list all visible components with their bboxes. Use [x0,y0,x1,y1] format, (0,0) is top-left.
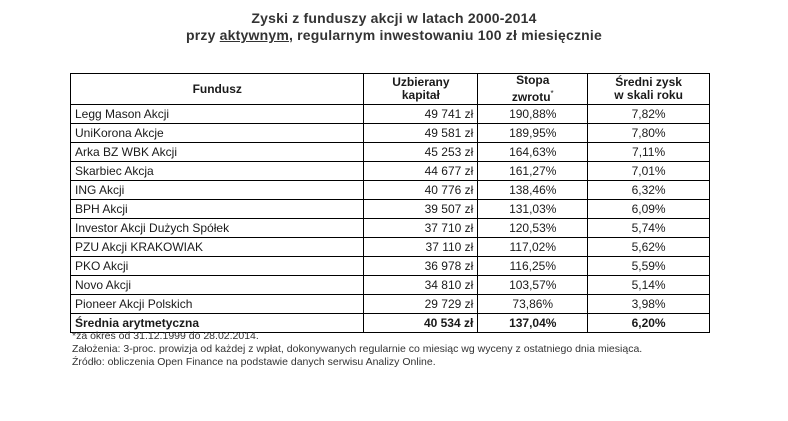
header-capital [364,74,478,105]
footnote-mark: * [550,89,554,98]
annual-return-cell: 5,59% [588,257,710,276]
table-row [71,162,710,181]
note-source: Źródło: obliczenia Open Finance na podstawie danych serwisu Analizy Online. [72,356,436,368]
fund-name-cell: Średnia arytmetyczna [71,314,364,333]
annual-return-cell: 7,80% [588,124,710,143]
fund-name-cell: Pioneer Akcji Polskich [71,295,364,314]
fund-name-cell: UniKorona Akcje [71,124,364,143]
annual-return-cell: 5,14% [588,276,710,295]
annual-return-cell: 7,82% [588,105,710,124]
capital-cell: 49 741 zł [364,105,478,124]
table-row [71,181,710,200]
title-suffix: , regularnym inwestowaniu 100 zł miesięcznie [288,27,602,43]
note-assumptions: Założenia: 3-proc. prowizja od każdej z wpłat, dokonywanych regularnie co miesiąc wg wyceny z ostatniego dnia miesiąca. [72,343,643,355]
fund-name-cell: Novo Akcji [71,276,364,295]
table-row [71,200,710,219]
title-emphasis: aktywnym [219,27,289,43]
capital-cell: 37 710 zł [364,219,478,238]
table-row [71,238,710,257]
header-return-l2: zwrotu [511,90,551,104]
title-line-2 [0,27,788,44]
capital-cell: 29 729 zł [364,295,478,314]
annual-return-cell: 6,09% [588,200,710,219]
capital-cell: 40 534 zł [364,314,478,333]
fund-name-cell: ING Akcji [71,181,364,200]
annual-return-cell: 5,62% [588,238,710,257]
annual-return-cell: 6,20% [588,314,710,333]
fund-name-cell: Skarbiec Akcja [71,162,364,181]
header-return [478,74,588,105]
funds-table [70,73,710,333]
return-cell: 190,88% [478,105,588,124]
footnotes [72,330,642,369]
fund-name-cell: PKO Akcji [71,257,364,276]
fund-name-cell: Investor Akcji Dużych Spółek [71,219,364,238]
capital-cell: 49 581 zł [364,124,478,143]
fund-name-cell: Arka BZ WBK Akcji [71,143,364,162]
header-capital-l1: Uzbierany [392,75,450,89]
table-row [71,276,710,295]
capital-cell: 44 677 zł [364,162,478,181]
header-capital-l2: kapitał [401,88,440,102]
header-fund: Fundusz [71,74,364,105]
annual-return-cell: 3,98% [588,295,710,314]
header-return-l1: Stopa [516,73,550,87]
annual-return-cell: 6,32% [588,181,710,200]
table-row [71,219,710,238]
capital-cell: 40 776 zł [364,181,478,200]
title-line-1: Zyski z funduszy akcji w latach 2000-2014 [251,10,537,26]
table-row [71,295,710,314]
header-annual-l2: w skali roku [614,88,683,102]
capital-cell: 36 978 zł [364,257,478,276]
header-annual-l1: Średni zysk [615,75,682,89]
return-cell: 164,63% [478,143,588,162]
header-annual [588,74,710,105]
capital-cell: 39 507 zł [364,200,478,219]
capital-cell: 34 810 zł [364,276,478,295]
header-row [71,74,710,105]
table-title [0,10,788,44]
annual-return-cell: 7,11% [588,143,710,162]
return-cell: 161,27% [478,162,588,181]
table-row [71,143,710,162]
fund-name-cell: BPH Akcji [71,200,364,219]
return-cell: 117,02% [478,238,588,257]
capital-cell: 37 110 zł [364,238,478,257]
annual-return-cell: 5,74% [588,219,710,238]
table-row [71,105,710,124]
note-period: *za okres od 31.12.1999 do 28.02.2014. [72,330,259,342]
capital-cell: 45 253 zł [364,143,478,162]
fund-name-cell: PZU Akcji KRAKOWIAK [71,238,364,257]
table-row [71,124,710,143]
title-prefix: przy [185,27,220,43]
return-cell: 73,86% [478,295,588,314]
table-row [71,257,710,276]
return-cell: 138,46% [478,181,588,200]
return-cell: 116,25% [478,257,588,276]
return-cell: 189,95% [478,124,588,143]
return-cell: 103,57% [478,276,588,295]
fund-name-cell: Legg Mason Akcji [71,105,364,124]
return-cell: 131,03% [478,200,588,219]
table-body [71,105,710,333]
return-cell: 137,04% [478,314,588,333]
annual-return-cell: 7,01% [588,162,710,181]
return-cell: 120,53% [478,219,588,238]
